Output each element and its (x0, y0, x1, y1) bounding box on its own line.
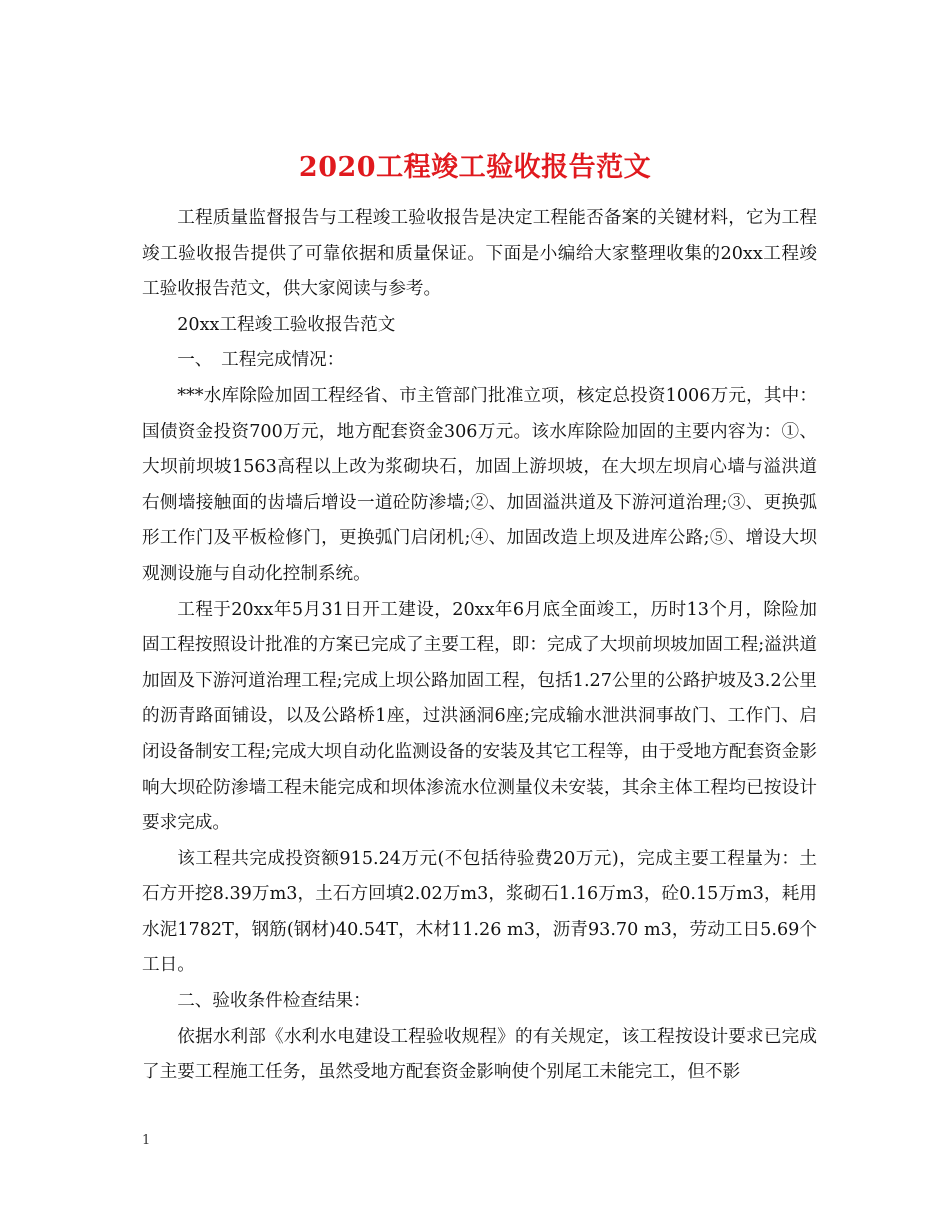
investment-quantity-paragraph: 该工程共完成投资额915.24万元(不包括待验费20万元)，完成主要工程量为：土石方开挖8.39万m3，土石方回填2.02万m3，浆砌石1.16万m3，砼0.15万m3，耗用水泥1782T，钢筋(钢材)40.54T，木材11.26 m3，沥青93.70 m3，劳动工日5.69个工日。 (142, 848, 817, 976)
construction-progress-paragraph: 工程于20xx年5月31日开工建设，20xx年6月底全面竣工，历时13个月，除险加固工程按照设计批准的方案已完成了主要工程，即：完成了大坝前坝坡加固工程;溢洪道加固及下游河道治理工程;完成上坝公路加固工程，包括1.27公里的公路护坡及3.2公里的沥青路面铺设，以及公路桥1座，过洪涵洞6座;完成输水泄洪洞事故门、工作门、启闭设备制安工程;完成大坝自动化监测设备的安装及其它工程等，由于受地方配套资金影响大坝砼防渗墙工程未能完成和坝体渗流水位测量仪未安装，其余主体工程均已按设计要求完成。 (142, 599, 817, 834)
section-heading-1: 一、 工程完成情况： (177, 350, 345, 371)
subtitle-paragraph: 20xx工程竣工验收报告范文 (177, 314, 396, 335)
document-body (142, 201, 817, 1091)
page-number: 1 (142, 1133, 151, 1148)
section-heading-2: 二、验收条件检查结果： (177, 991, 371, 1012)
project-overview-paragraph: ***水库除险加固工程经省、市主管部门批准立项，核定总投资1006万元，其中：国债资金投资700万元，地方配套资金306万元。该水库除险加固的主要内容为：①、大坝前坝坡1563高程以上改为浆砌块石，加固上游坝坡，在大坝左坝肩心墙与溢洪道右侧墙接触面的齿墙后增设一道砼防渗墙;②、加固溢洪道及下游河道治理;③、更换弧形工作门及平板检修门，更换弧门启闭机;④、加固改造上坝及进库公路;⑤、增设大坝观测设施与自动化控制系统。 (142, 385, 817, 584)
inspection-paragraph: 依据水利部《水利水电建设工程验收规程》的有关规定，该工程按设计要求已完成了主要工程施工任务，虽然受地方配套资金影响使个别尾工未能完工，但不影 (142, 1026, 817, 1083)
intro-paragraph: 工程质量监督报告与工程竣工验收报告是决定工程能否备案的关键材料，它为工程竣工验收报告提供了可靠依据和质量保证。下面是小编给大家整理收集的20xx工程竣工验收报告范文，供大家阅读与参考。 (142, 208, 817, 300)
document-title: 2020工程竣工验收报告范文 (298, 152, 652, 184)
